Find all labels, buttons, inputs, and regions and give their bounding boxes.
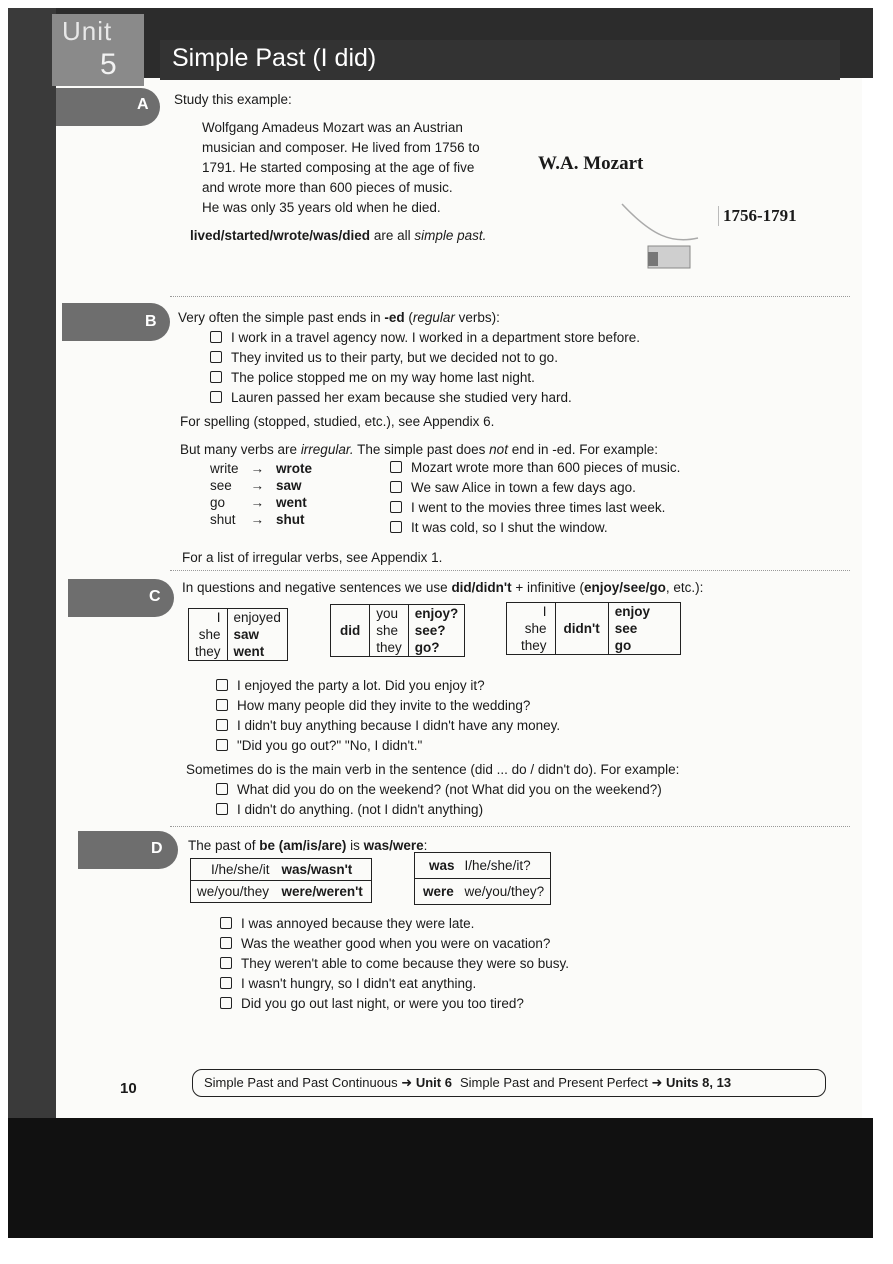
- section-b-intro: Very often the simple past ends in -ed (regular verbs):: [178, 310, 500, 325]
- bullet-icon: [220, 957, 232, 969]
- bullet-icon: [210, 331, 222, 343]
- section-a-letter: A: [137, 96, 149, 113]
- story-line-3: 1791. He started composing at the age of five: [202, 160, 475, 175]
- list-item: I work in a travel agency now. I worked in a department store before.: [210, 330, 640, 345]
- bullet-icon: [390, 521, 402, 533]
- positive-table: [188, 608, 288, 661]
- negative-table: [506, 602, 681, 655]
- bullet-icon: [220, 937, 232, 949]
- list-item: They weren't able to come because they were so busy.: [220, 956, 569, 971]
- table-row: I/he/she/it was/wasn't: [191, 859, 372, 881]
- scan-shadow-left: [8, 8, 56, 1238]
- bullet-icon: [220, 997, 232, 1009]
- bullet-icon: [390, 501, 402, 513]
- divider-a-b: [170, 296, 850, 297]
- list-item: How many people did they invite to the wedding?: [216, 698, 530, 713]
- table-row: they go: [507, 637, 681, 655]
- bullet-icon: [390, 481, 402, 493]
- list-item: Was the weather good when you were on vacation?: [220, 936, 550, 951]
- list-item: I didn't buy anything because I didn't have any money.: [216, 718, 560, 733]
- divider-c-d: [170, 826, 850, 827]
- table-row: we/you/they were/weren't: [197, 884, 363, 899]
- table-row: was I/he/she/it?: [415, 853, 551, 879]
- bullet-icon: [220, 977, 232, 989]
- scan-shadow-bottom: [8, 1118, 873, 1238]
- question-table: [330, 604, 465, 657]
- list-item: I enjoyed the party a lot. Did you enjoy it?: [216, 678, 485, 693]
- bullet-icon: [216, 699, 228, 711]
- page-number: 10: [120, 1080, 137, 1097]
- spelling-note: For spelling (stopped, studied, etc.), see Appendix 6.: [180, 414, 495, 429]
- section-a-intro: Study this example:: [174, 92, 292, 107]
- mozart-years-label: 1756-1791: [718, 206, 797, 226]
- arrow-icon: →: [250, 461, 265, 476]
- table-row: did you enjoy?: [331, 605, 465, 623]
- list-item: We saw Alice in town a few days ago.: [390, 480, 636, 495]
- list-item: Did you go out last night, or were you too tired?: [220, 996, 524, 1011]
- bullet-icon: [216, 719, 228, 731]
- be-affirmative-table: [190, 858, 372, 903]
- appendix-note: For a list of irregular verbs, see Appendix 1.: [182, 550, 443, 565]
- be-question-table: [414, 852, 551, 905]
- cross-reference-link-units-8-13[interactable]: Simple Past and Present Perfect ➜ Units 8, 13: [460, 1075, 732, 1090]
- table-row: were we/you/they?: [423, 884, 545, 899]
- bullet-icon: [216, 803, 228, 815]
- irregular-intro: But many verbs are irregular. The simple past does not end in -ed. For example:: [180, 442, 659, 457]
- list-item: "Did you go out?" "No, I didn't.": [216, 738, 422, 753]
- bullet-icon: [216, 739, 228, 751]
- mozart-portrait-illustration: [612, 196, 722, 272]
- table-row: she saw: [189, 626, 288, 643]
- section-c-letter: C: [149, 588, 161, 605]
- section-d-letter: D: [151, 840, 163, 857]
- simple-past-summary: lived/started/wrote/was/died are all simple past.: [190, 228, 487, 243]
- section-d-band: [78, 831, 178, 869]
- story-line-1: Wolfgang Amadeus Mozart was an Austrian: [202, 120, 463, 135]
- bullet-icon: [210, 351, 222, 363]
- list-item: Mozart wrote more than 600 pieces of music.: [390, 460, 680, 475]
- story-line-5: He was only 35 years old when he died.: [202, 200, 441, 215]
- arrow-icon: →: [250, 478, 265, 493]
- bullet-icon: [220, 917, 232, 929]
- table-row: she see: [507, 620, 681, 637]
- unit-number: 5: [100, 48, 117, 81]
- unit-label: Unit: [62, 16, 113, 46]
- list-item: What did you do on the weekend? (not What did you on the weekend?): [216, 782, 662, 797]
- divider-b-c: [170, 570, 850, 571]
- list-item: I wasn't hungry, so I didn't eat anything.: [220, 976, 476, 991]
- arrow-right-icon: ➜: [651, 1075, 663, 1090]
- bullet-icon: [216, 679, 228, 691]
- cross-reference-link-unit-6[interactable]: Simple Past and Past Continuous ➜ Unit 6: [204, 1075, 452, 1090]
- section-d-intro: The past of be (am/is/are) is was/were:: [188, 838, 428, 853]
- bullet-icon: [210, 391, 222, 403]
- bullet-icon: [390, 461, 402, 473]
- table-row: shut → shut: [210, 512, 305, 527]
- story-line-4: and wrote more than 600 pieces of music.: [202, 180, 453, 195]
- mozart-name-label: W.A. Mozart: [538, 153, 644, 174]
- story-line-2: musician and composer. He lived from 1756 to: [202, 140, 480, 155]
- list-item: I didn't do anything. (not I didn't anything): [216, 802, 483, 817]
- list-item: I was annoyed because they were late.: [220, 916, 474, 931]
- list-item: I went to the movies three times last week.: [390, 500, 665, 515]
- table-row: see → saw: [210, 478, 302, 493]
- arrow-icon: →: [250, 495, 265, 510]
- section-c-intro: In questions and negative sentences we use did/didn't + infinitive (enjoy/see/go, etc.):: [182, 580, 704, 595]
- table-row: write → wrote: [210, 461, 313, 476]
- table-row: I enjoyed: [189, 609, 288, 627]
- arrow-icon: →: [250, 512, 265, 527]
- page-title: Simple Past (I did): [172, 44, 377, 72]
- table-row: go → went: [210, 495, 307, 510]
- arrow-right-icon: ➜: [401, 1075, 413, 1090]
- table-row: they went: [189, 643, 288, 661]
- main-verb-note: Sometimes do is the main verb in the sentence (did ... do / didn't do). For example:: [186, 762, 680, 777]
- list-item: The police stopped me on my way home last night.: [210, 370, 535, 385]
- section-b-letter: B: [145, 313, 157, 330]
- irregular-verbs-table: [204, 460, 318, 528]
- table-row: I didn't enjoy: [507, 603, 681, 621]
- table-row: they go?: [331, 639, 465, 657]
- table-row: she see?: [331, 622, 465, 639]
- bullet-icon: [210, 371, 222, 383]
- bullet-icon: [216, 783, 228, 795]
- list-item: They invited us to their party, but we decided not to go.: [210, 350, 558, 365]
- list-item: It was cold, so I shut the window.: [390, 520, 608, 535]
- list-item: Lauren passed her exam because she studied very hard.: [210, 390, 572, 405]
